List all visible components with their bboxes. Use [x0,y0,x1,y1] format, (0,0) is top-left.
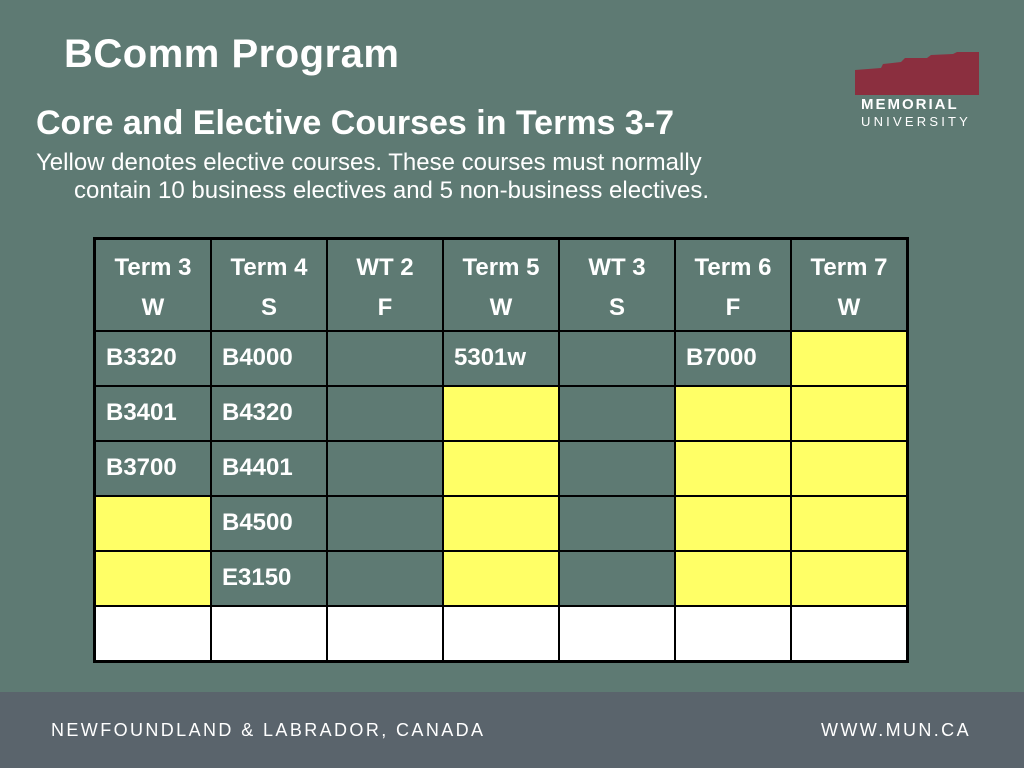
table-row [95,386,908,441]
table-cell [559,331,675,386]
footer-bar [0,692,1024,768]
table-row [95,331,908,386]
table-cell [327,386,443,441]
table-cell [559,496,675,551]
header-term-7: Term 7 W [791,239,908,332]
table-cell [327,441,443,496]
table-cell [95,496,212,551]
table-header-row [95,239,908,332]
table-cell [443,386,559,441]
header-wt-3: WT 3 S [559,239,675,332]
header-term-5: Term 5 W [443,239,559,332]
course-table [93,237,909,663]
table-cell: B7000 [675,331,791,386]
table-cell [791,551,908,606]
table-row [95,606,908,661]
footer-location: NEWFOUNDLAND & LABRADOR, CANADA [51,720,486,740]
table-cell [443,441,559,496]
header-term-4: Term 4 S [211,239,327,332]
header-term-6: Term 6 F [675,239,791,332]
table-cell: B4500 [211,496,327,551]
table-cell [791,331,908,386]
logo-text-university: UNIVERSITY [861,114,972,129]
table-cell [675,551,791,606]
table-cell [675,606,791,661]
table-cell: B4401 [211,441,327,496]
table-cell [559,441,675,496]
table-cell [559,386,675,441]
page-subtitle: Core and Elective Courses in Terms 3-7 [36,104,675,142]
table-row [95,496,908,551]
table-cell [443,606,559,661]
page-title: BComm Program [64,32,400,76]
table-cell [95,551,212,606]
table-cell: B4320 [211,386,327,441]
table-cell: B3401 [95,386,212,441]
table-cell [675,441,791,496]
memorial-university-logo [853,52,981,132]
table-cell [327,606,443,661]
table-cell [327,331,443,386]
table-cell [327,496,443,551]
table-row [95,551,908,606]
description-line-1: Yellow denotes elective courses. These courses must normally [36,149,702,176]
description [36,149,866,205]
table-cell: 5301w [443,331,559,386]
footer-website-link[interactable]: WWW.MUN.CA [821,720,971,740]
description-line-2: contain 10 business electives and 5 non-business electives. [74,177,710,204]
table-cell [559,551,675,606]
table-cell [95,606,212,661]
table-cell [675,386,791,441]
table-cell: B3700 [95,441,212,496]
table-cell [443,496,559,551]
table-row [95,441,908,496]
table-cell [211,606,327,661]
table-cell: E3150 [211,551,327,606]
table-cell [791,441,908,496]
table-cell [443,551,559,606]
table-cell: B3320 [95,331,212,386]
table-cell [327,551,443,606]
table-cell [791,606,908,661]
table-cell [559,606,675,661]
logo-text-memorial: MEMORIAL [861,96,959,113]
table-cell [791,386,908,441]
table-cell [675,496,791,551]
table-cell [791,496,908,551]
header-wt-2: WT 2 F [327,239,443,332]
table-cell: B4000 [211,331,327,386]
header-term-3: Term 3 W [95,239,212,332]
